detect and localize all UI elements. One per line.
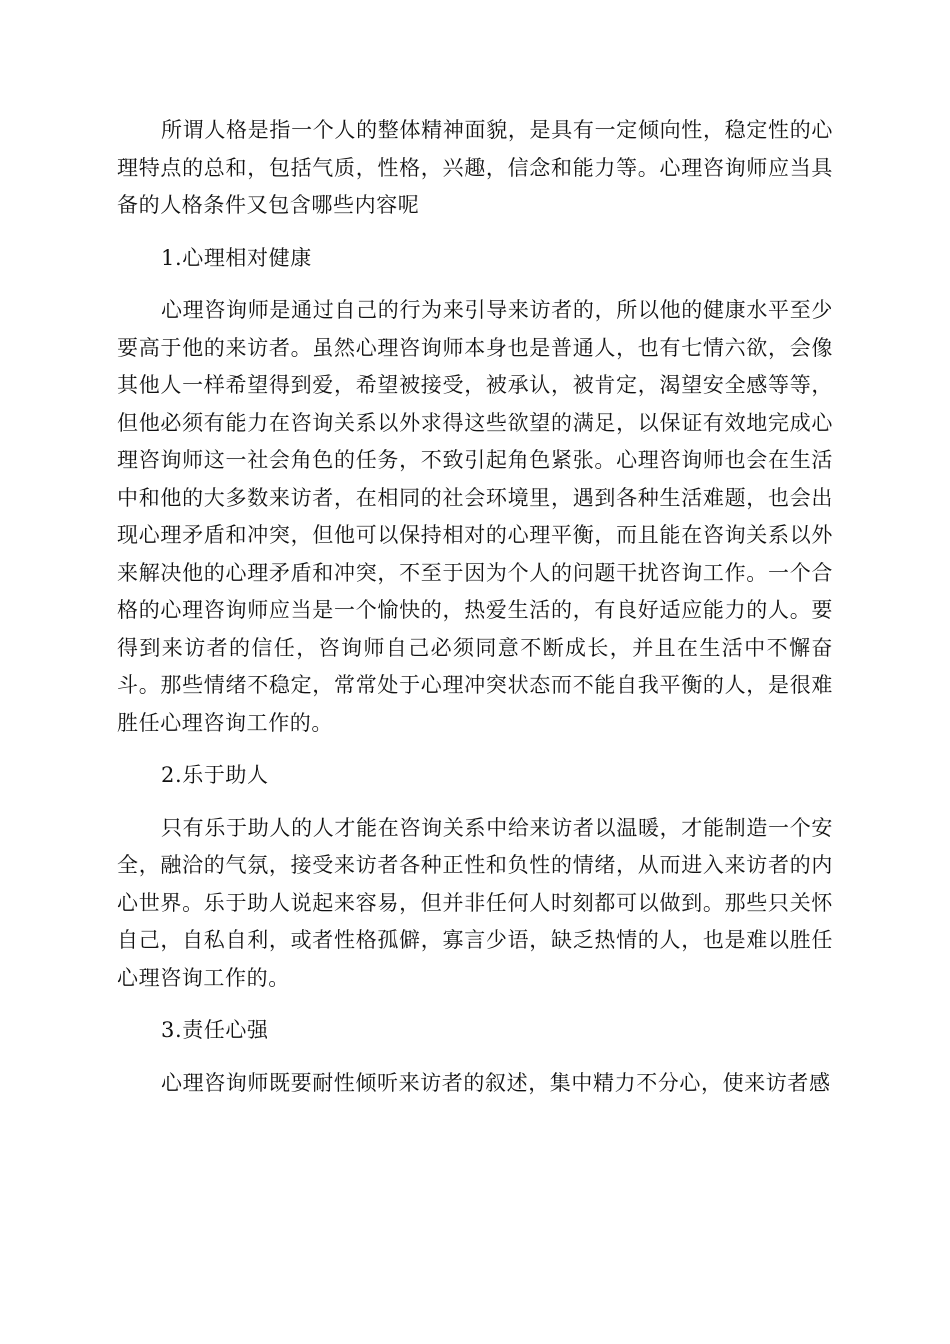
document-page — [117, 112, 833, 1117]
section-heading-1: 1.心理相对健康 — [161, 245, 312, 270]
intro-paragraph: 所谓人格是指一个人的整体精神面貌，是具有一定倾向性，稳定性的心理特点的总和，包括气质，性格，兴趣，信念和能力等。心理咨询师应当具备的人格条件又包含哪些内容呢 — [117, 118, 833, 217]
section-3-paragraph: 心理咨询师既要耐性倾听来访者的叙述，集中精力不分心，使来访者感 — [161, 1070, 831, 1095]
section-heading-3: 3.责任心强 — [161, 1018, 269, 1042]
section-heading-2: 2.乐于助人 — [161, 763, 269, 787]
section-2-paragraph: 只有乐于助人的人才能在咨询关系中给来访者以温暖，才能制造一个安全，融洽的气氛，接受来访者各种正性和负性的情绪，从而进入来访者的内心世界。乐于助人说起来容易，但并非任何人时刻都可以做到。那些只关怀自己，自私自利，或者性格孤僻，寡言少语，缺乏热情的人，也是难以胜任心理咨询工作的。 — [117, 815, 833, 990]
section-1-paragraph: 心理咨询师是通过自己的行为来引导来访者的，所以他的健康水平至少要高于他的来访者。虽然心理咨询师本身也是普通人，也有七情六欲，会像其他人一样希望得到爱，希望被接受，被承认，被肯定，渴望安全感等等，但他必须有能力在咨询关系以外求得这些欲望的满足，以保证有效地完成心理咨询师这一社会角色的任务，不致引起角色紧张。心理咨询师也会在生活中和他的大多数来访者，在相同的社会环境里，遇到各种生活难题，也会出现心理矛盾和冲突，但他可以保持相对的心理平衡，而且能在咨询关系以外来解决他的心理矛盾和冲突，不至于因为个人的问题干扰咨询工作。一个合格的心理咨询师应当是一个愉快的，热爱生活的，有良好适应能力的人。要得到来访者的信任，咨询师自己必须同意不断成长，并且在生活中不懈奋斗。那些情绪不稳定，常常处于心理冲突状态而不能自我平衡的人，是很难胜任心理咨询工作的。 — [117, 298, 833, 735]
